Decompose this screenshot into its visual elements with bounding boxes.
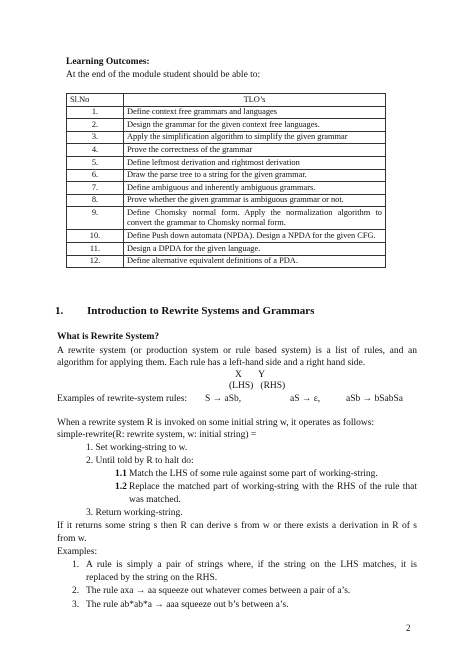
step-1-2-text: Replace the matched part of working-string with the RHS of the rule that [129, 482, 417, 492]
example-2-number: 2. [72, 586, 80, 596]
row-text: Define Push down automata (NPDA). Design a NPDA for the given CFG. [124, 230, 386, 243]
row-text: Design the grammar for the given context free languages. [124, 119, 386, 132]
header-sl-no: Sl.No [67, 94, 124, 107]
row-number: 11. [67, 242, 124, 255]
lhs-rhs-labels: (LHS) (RHS) [229, 381, 286, 391]
examples-label: Examples of rewrite-system rules: [57, 394, 188, 404]
paragraph-line: from w. [57, 534, 87, 544]
row-number: 2. [67, 119, 124, 132]
row-number: 1. [67, 106, 124, 119]
table-row [67, 194, 386, 207]
paragraph-line: algorithm for applying them. Each rule has a left-hand side and a right hand side. [57, 358, 366, 368]
rule-3: aSb → bSabSa [346, 394, 403, 404]
paragraph-line: When a rewrite system R is invoked on some initial string w, it operates as follows: [57, 418, 375, 428]
section-heading [55, 305, 314, 317]
step-1: 1. Set working-string to w. [86, 443, 188, 453]
examples-heading: Examples: [57, 547, 98, 557]
subsection-heading: What is Rewrite System? [57, 332, 160, 342]
rule-2: aS → ε, [290, 394, 321, 404]
learning-outcomes-title: Learning Outcomes: [66, 57, 150, 67]
table-row [67, 144, 386, 157]
paragraph-line: If it returns some string s then R can derive s from w or there exists a derivation in R of s [57, 521, 417, 531]
row-text: Apply the simplification algorithm to simplify the given grammar [124, 131, 386, 144]
row-number: 4. [67, 144, 124, 157]
tlo-table [66, 93, 386, 268]
row-number: 8. [67, 194, 124, 207]
example-3-number: 3. [72, 600, 80, 610]
example-1-number: 1. [72, 560, 80, 570]
row-text: Define ambiguous and inherently ambiguous grammars. [124, 182, 386, 195]
table-row [67, 207, 386, 230]
step-1-1-number: 1.1 [115, 469, 127, 479]
row-number: 9. [67, 207, 124, 230]
row-text: Define alternative equivalent definitions of a PDA. [124, 255, 386, 268]
paragraph-line: simple-rewrite(R: rewrite system, w: initial string) = [57, 430, 257, 440]
example-2-text: The rule axa → aa squeeze out whatever comes between a pair of a’s. [86, 586, 351, 596]
table-row [67, 182, 386, 195]
example-1-text: A rule is simply a pair of strings where, if the string on the LHS matches, it is [86, 560, 417, 570]
table-row [67, 156, 386, 169]
step-3: 3. Return working-string. [86, 508, 183, 518]
tlo-table-header-row [67, 94, 386, 107]
row-text: Define leftmost derivation and rightmost derivation [124, 156, 386, 169]
section-number: 1. [55, 305, 64, 317]
row-text: Draw the parse tree to a string for the given grammar. [124, 169, 386, 182]
xy-labels: X Y [235, 370, 265, 380]
table-row [67, 230, 386, 243]
row-text: Define Chomsky normal form. Apply the normalization algorithm to convert the grammar to Chomsky normal form. [124, 207, 386, 230]
table-row [67, 106, 386, 119]
table-row [67, 169, 386, 182]
learning-outcomes-intro: At the end of the module student should be able to: [66, 70, 261, 80]
table-row [67, 131, 386, 144]
row-number: 7. [67, 182, 124, 195]
row-number: 3. [67, 131, 124, 144]
example-3-text: The rule ab*ab*a → aaa squeeze out b’s between a’s. [86, 600, 289, 610]
row-text: Design a DPDA for the given language. [124, 242, 386, 255]
section-title: Introduction to Rewrite Systems and Grammars [87, 305, 315, 317]
step-2: 2. Until told by R to halt do: [86, 456, 194, 466]
step-1-2-number: 1.2 [115, 482, 127, 492]
example-1-text-cont: replaced by the string on the RHS. [86, 573, 218, 583]
rule-1: S → aSb, [205, 394, 242, 404]
row-number: 12. [67, 255, 124, 268]
step-1-1-text: Match the LHS of some rule against some part of working-string. [129, 469, 378, 479]
row-text: Prove the correctness of the grammar [124, 144, 386, 157]
table-row [67, 242, 386, 255]
row-text: Define context free grammars and languages [124, 106, 386, 119]
table-row [67, 255, 386, 268]
page-number: 2 [406, 623, 411, 633]
step-1-2-text-cont: was matched. [129, 495, 181, 505]
paragraph-line: A rewrite system (or production system or rule based system) is a list of rules, and an [57, 346, 417, 356]
row-number: 10. [67, 230, 124, 243]
table-row [67, 119, 386, 132]
row-number: 6. [67, 169, 124, 182]
header-tlo: TLO’s [124, 94, 386, 107]
row-text: Prove whether the given grammar is ambiguous grammar or not. [124, 194, 386, 207]
row-number: 5. [67, 156, 124, 169]
